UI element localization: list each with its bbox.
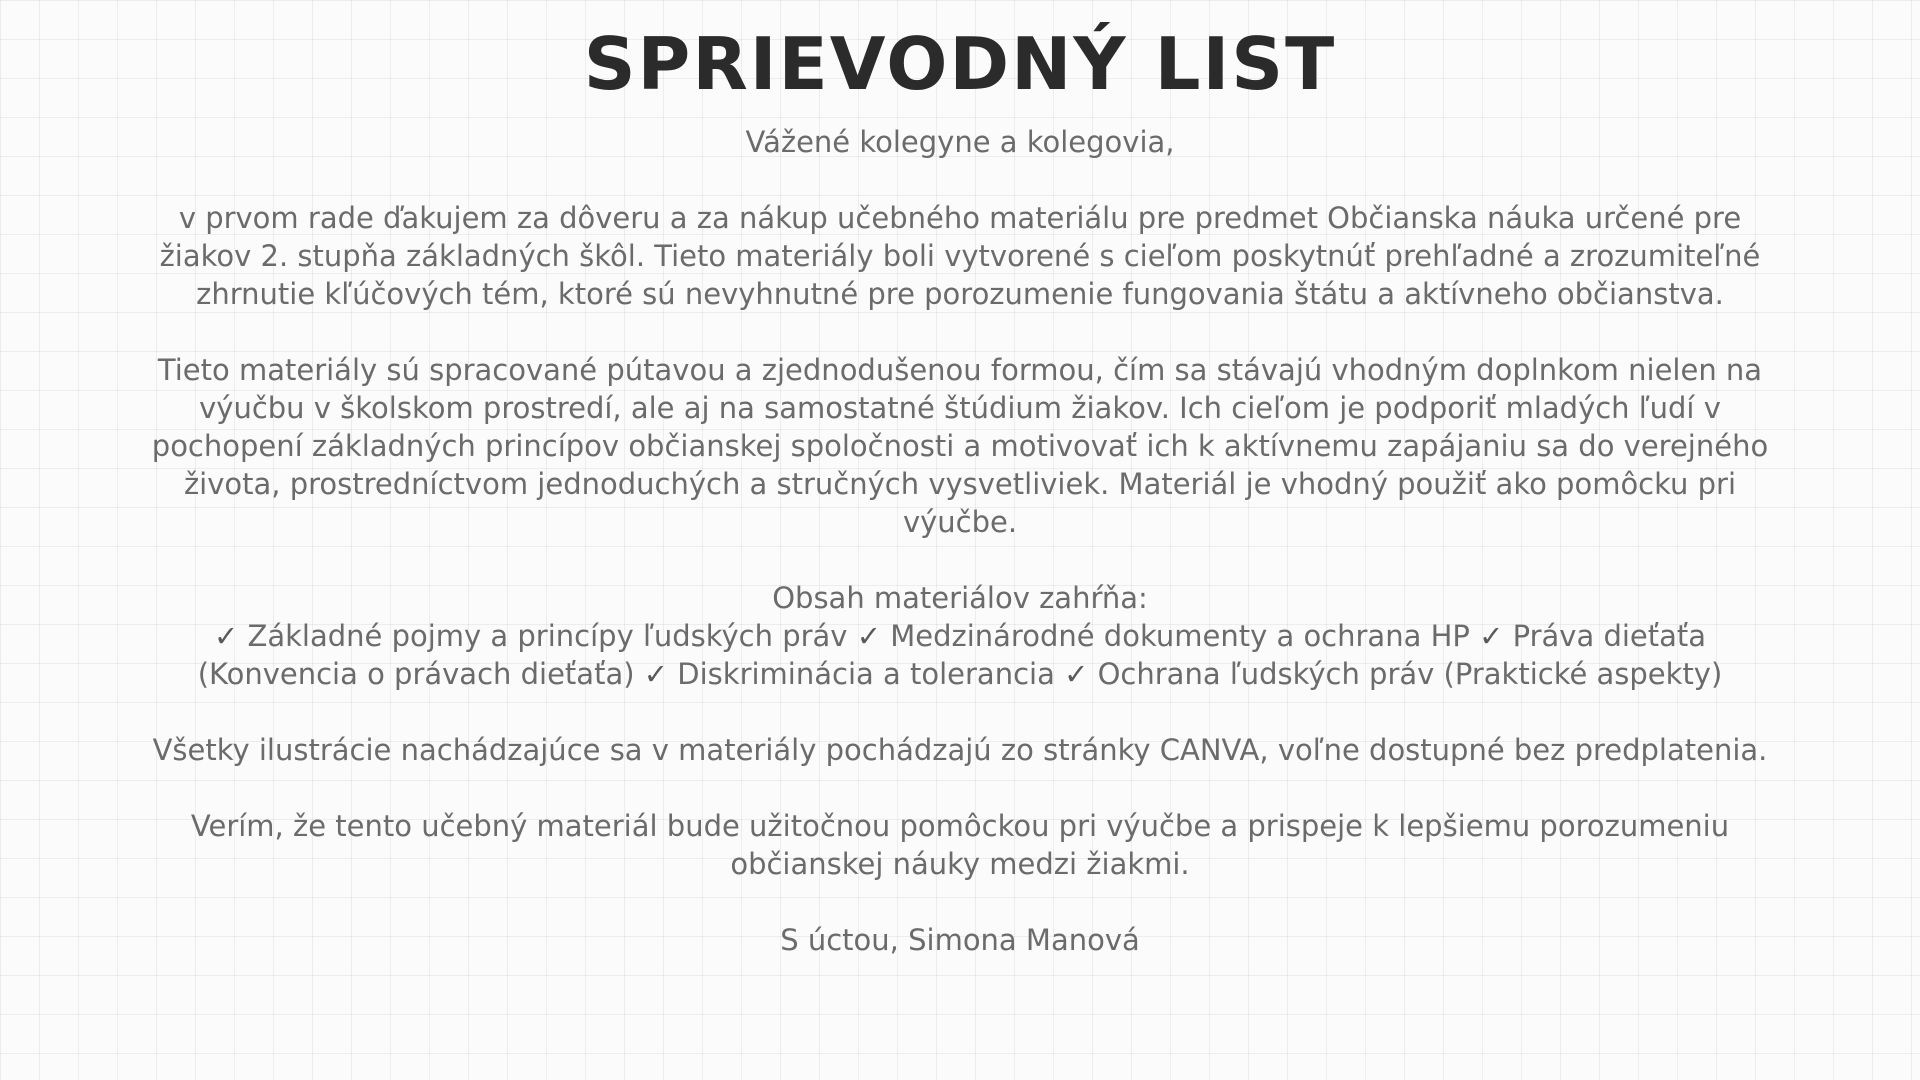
document-body xyxy=(140,123,1780,997)
check-mark-icon: ✓ xyxy=(856,619,881,653)
list-item: Medzinárodné dokumenty a ochrana HP xyxy=(890,619,1470,653)
contents-heading: Obsah materiálov zahŕňa: xyxy=(772,581,1148,615)
paragraph-closing: Verím, že tento učebný materiál bude užitočnou pomôckou pri výučbe a prispeje k lepšiemu porozumeniu občianskej náuky medzi žiakmi. xyxy=(190,809,1730,881)
check-mark-icon: ✓ xyxy=(1064,657,1089,691)
signature: S úctou, Simona Manová xyxy=(780,923,1140,957)
paragraph-intro: v prvom rade ďakujem za dôveru a za nákup učebného materiálu pre predmet Občianska náuka určené pre žiakov 2. stupňa základných škôl. Tieto materiály boli vytvorené s cieľom poskytnúť prehľadné a zrozumiteľné zhrnutie kľúčových tém, ktoré sú nevyhnutné pre porozumenie fungovania štátu a aktívneho občianstva. xyxy=(159,201,1761,311)
contents-list xyxy=(140,617,1780,693)
check-mark-icon: ✓ xyxy=(1479,619,1504,653)
document-title: SPRIEVODNÝ LIST xyxy=(583,22,1337,106)
greeting: Vážené kolegyne a kolegovia, xyxy=(745,125,1175,159)
list-item: Základné pojmy a princípy ľudských práv xyxy=(247,619,848,653)
list-item: Práva dieťaťa (Konvencia o právach dieťaťa) xyxy=(197,619,1707,691)
list-item: Diskriminácia a tolerancia xyxy=(677,657,1055,691)
list-item: Ochrana ľudských práv (Praktické aspekty) xyxy=(1097,657,1723,691)
check-mark-icon: ✓ xyxy=(213,619,239,653)
paragraph-illustrations: Všetky ilustrácie nachádzajúce sa v materiály pochádzajú zo stránky CANVA, voľne dostupné bez predplatenia. xyxy=(152,733,1768,767)
paragraph-description: Tieto materiály sú spracované pútavou a zjednodušenou formou, čím sa stávajú vhodným doplnkom nielen na výučbu v školskom prostredí, ale aj na samostatné štúdium žiakov. Ich cieľom je podporiť mladých ľudí v pochopení základných princípov občianskej spoločnosti a motivovať ich k aktívnemu zapájaniu sa do verejného života, prostredníctvom jednoduchých a stručných vysvetliviek. Materiál je vhodný použiť ako pomôcku pri výučbe. xyxy=(151,353,1769,539)
check-mark-icon: ✓ xyxy=(643,657,669,691)
